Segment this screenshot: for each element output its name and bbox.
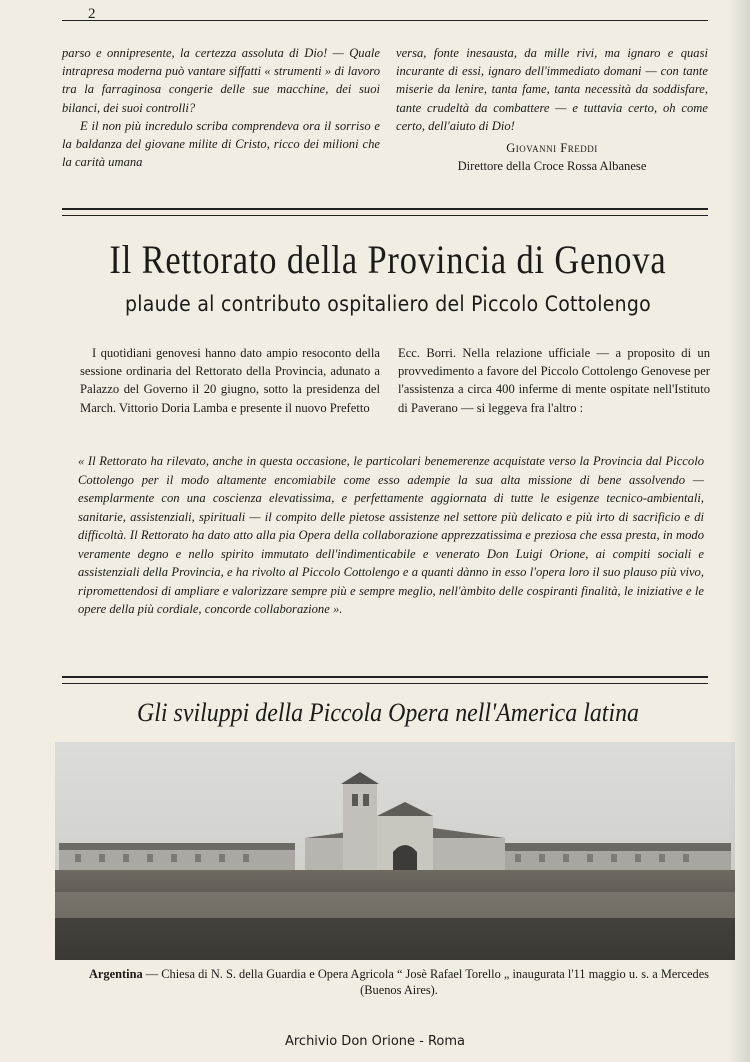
- article-subheadline: plaude al contributo ospitaliero del Piccolo Cottolengo: [124, 292, 651, 316]
- official-report-quote: « Il Rettorato ha rilevato, anche in questa occasione, le particolari benemerenze acquistate verso la Provincia dal Piccolo Cottolengo per il modo altamente encomiabile come esso adempie la sua alta missione di bene assolvendo — esemplarmente con una coscienza elevatissima, e perfettamente aggiornata di tutte le esigenze tecnico-ambientali, sanitarie, assistenziali, spirituali — il compito delle pietose assistenze nel settore più delicato e più irto di sacrificio e di difficoltà. Il Rettorato ha dato atto alla pia Opera della collaborazione apprezzatissima e preziosa che essa presta, in modo veramente degno e nello spirito immutato dell'indimenticabile e venerato Don Luigi Orione, ai compiti sociali e assistenziali della Provincia, e ha rivolto al Piccolo Cottolengo e a quanti dànno in esso l'opera loro il suo plauso più vivo, ripromettendosi di ampliare e valorizzare sempre più e sempre meglio, nell'àmbito delle cospiranti finalità, le iniziative e le opere della più cordiale, concorde collaborazione ».: [78, 454, 704, 616]
- caption-place: Argentina: [88, 967, 143, 981]
- author-name: Giovanni Freddi: [506, 141, 598, 156]
- section-divider-1: [62, 208, 708, 216]
- church-photograph: [55, 742, 735, 960]
- top-article-right-column: [396, 44, 708, 175]
- article-right-column: Ecc. Borri. Nella relazione ufficiale — a proposito di un provvedimento a favore del Piccolo Cottolengo Genovese per l'assistenza a circa 400 inferme di mente ospitate nell'Istituto di Paverano — si leggeva fra l'altro :: [398, 346, 710, 415]
- author-role: Direttore della Croce Rossa Albanese: [457, 159, 647, 174]
- header-rule: [62, 20, 708, 21]
- page-edge-shadow: [728, 0, 750, 1062]
- article-headline: Il Rettorato della Provincia di Genova: [109, 237, 667, 282]
- top-article-right-paragraph: versa, fonte inesausta, da mille rivi, ma ignaro e quasi incurante di essi, ignaro dell'immediato domani — con tante miserie da lenire, tanta fame, tanta necessità da soddisfare, tante crudeltà da combattere — e tuttavia certo, oh come certo, dell'aiuto di Dio!: [396, 46, 708, 133]
- section-divider-2: [62, 676, 708, 684]
- top-article-left-paragraph-1: parso e onnipresente, la certezza assoluta di Dio! — Quale intrapresa moderna può vantare siffatti « strumenti » di lavoro tra la farraginosa congerie delle sue macchine, dei suoi bilanci, dei suoi controlli?: [62, 46, 380, 115]
- section-title: Gli sviluppi della Piccola Opera nell'America latina: [136, 698, 640, 727]
- article-left-column: I quotidiani genovesi hanno dato ampio resoconto della sessione ordinaria del Rettorato della Provincia, adunato a Palazzo del Governo il 20 giugno, sotto la presidenza del March. Vittorio Doria Lamba e presente il nuovo Prefetto: [80, 346, 380, 415]
- top-article-left-column: [62, 44, 380, 171]
- photo-caption: [68, 966, 730, 998]
- caption-text: — Chiesa di N. S. della Guardia e Opera Agricola “ Josè Rafael Torello „ inaugurata l'11 maggio u. s. a Mercedes (Buenos Aires).: [142, 967, 710, 997]
- page-number: 2: [88, 6, 96, 22]
- top-article-left-paragraph-2: E il non più incredulo scriba comprendeva ora il sorriso e la baldanza del giovane milite di Cristo, ricco dei milioni che la carità umana: [62, 118, 380, 170]
- author-signature: [396, 139, 708, 175]
- archive-watermark: Archivio Don Orione - Roma: [284, 1034, 466, 1049]
